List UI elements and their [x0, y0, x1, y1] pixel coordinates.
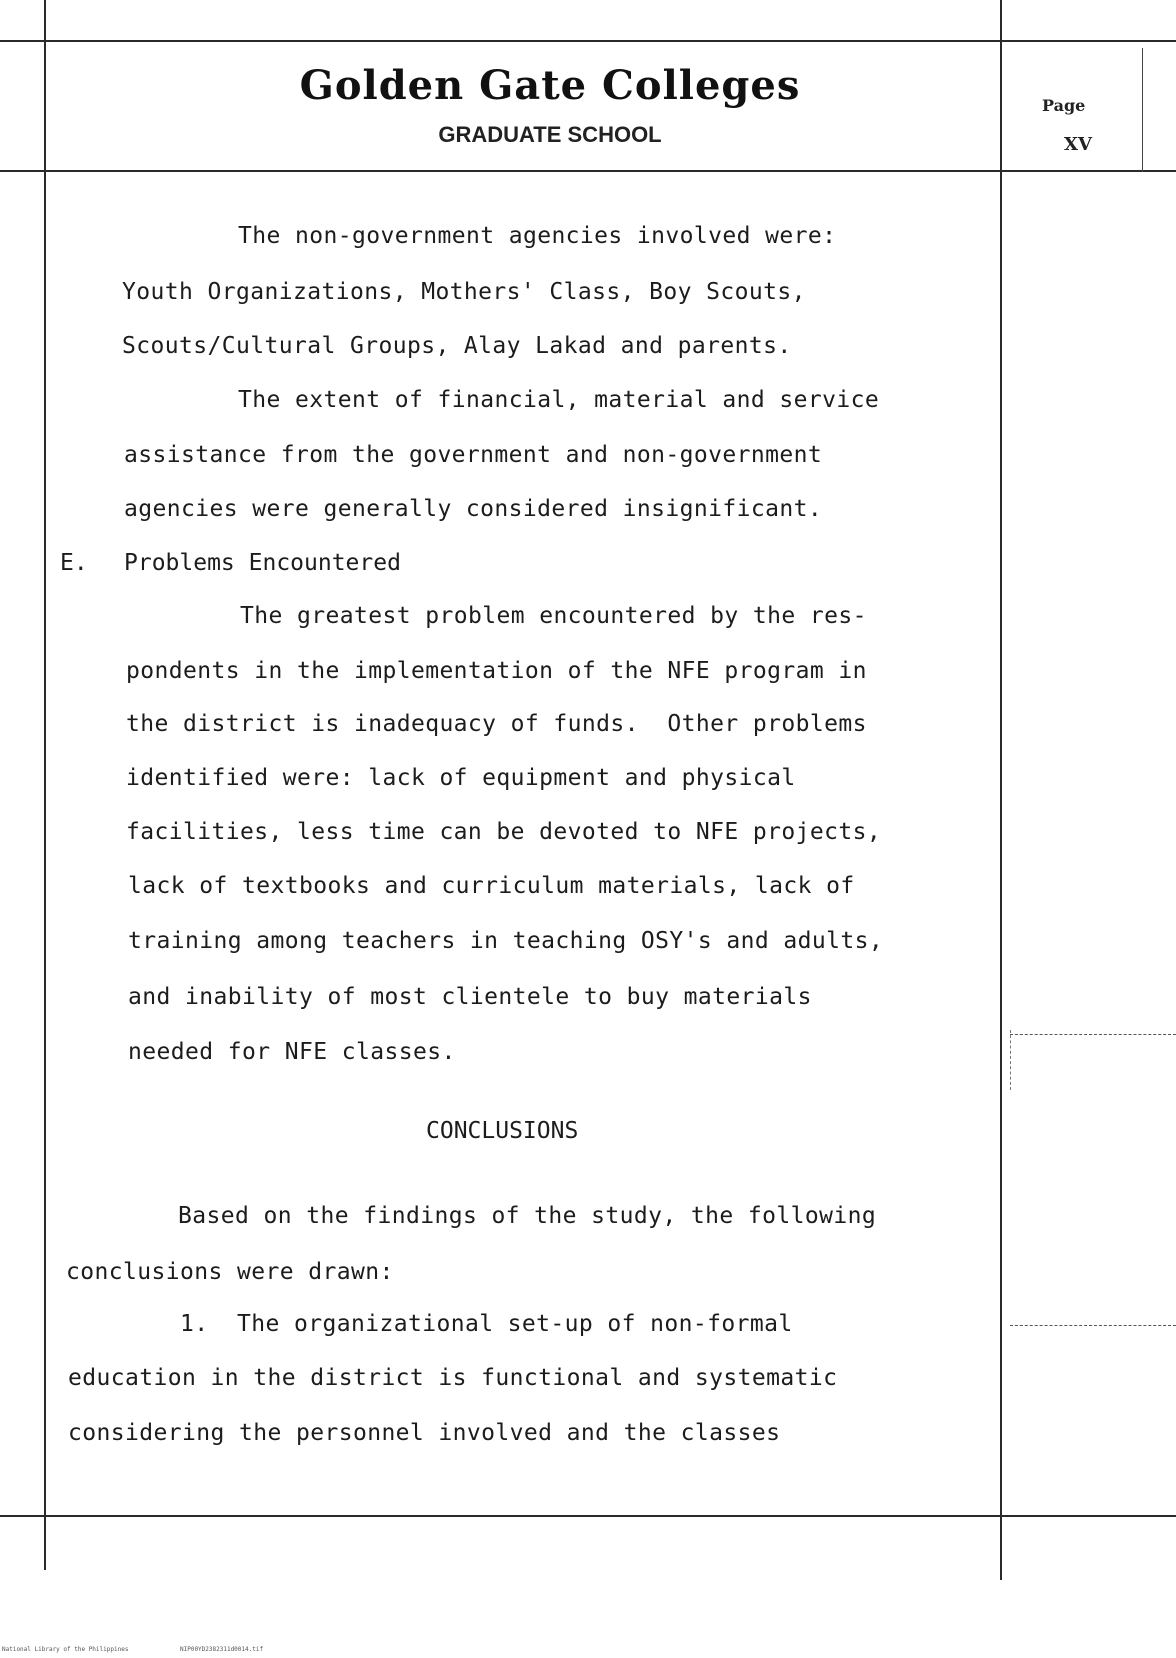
- body-line: identified were: lack of equipment and physical: [126, 765, 796, 791]
- section-title: Problems Encountered: [124, 550, 401, 576]
- body-line: The greatest problem encountered by the res-: [240, 603, 867, 629]
- body-line: The extent of financial, material and service: [238, 387, 880, 413]
- margin-tick-rule: [1010, 1034, 1176, 1035]
- body-line: Scouts/Cultural Groups, Alay Lakad and parents.: [122, 333, 792, 359]
- body-line: pondents in the implementation of the NFE program in: [126, 658, 867, 684]
- page-label: Page: [1042, 96, 1086, 115]
- body-line: and inability of most clientele to buy materials: [128, 984, 812, 1010]
- body-line: conclusions were drawn:: [66, 1259, 394, 1285]
- list-item-line: considering the personnel involved and the classes: [68, 1420, 781, 1446]
- footer-library: National Library of the Philippines: [2, 1646, 129, 1653]
- section-marker: E.: [60, 550, 88, 576]
- body-line: training among teachers in teaching OSY's and adults,: [128, 928, 884, 954]
- conclusions-heading: CONCLUSIONS: [426, 1118, 579, 1144]
- body-line: agencies were generally considered insignificant.: [124, 496, 823, 522]
- body-line: needed for NFE classes.: [128, 1039, 456, 1065]
- body-line: the district is inadequacy of funds. Other problems: [126, 711, 867, 737]
- body-line: Based on the findings of the study, the following: [178, 1203, 877, 1229]
- body-line: assistance from the government and non-government: [124, 442, 823, 468]
- school-subtitle: GRADUATE SCHOOL: [438, 122, 662, 147]
- footer-file: NIP00YD2382311d0014.tif: [180, 1646, 264, 1653]
- right-margin-rule: [1000, 0, 1002, 1580]
- institution-title: Golden Gate Colleges: [299, 62, 801, 109]
- body-line: Youth Organizations, Mothers' Class, Boy Scouts,: [122, 279, 806, 305]
- list-item-line: 1. The organizational set-up of non-formal: [180, 1311, 793, 1337]
- margin-tick-rule-2: [1010, 1325, 1176, 1326]
- body-line: lack of textbooks and curriculum materials, lack of: [128, 873, 855, 899]
- page-number: XV: [1064, 134, 1092, 155]
- list-item-line: education in the district is functional and systematic: [68, 1365, 838, 1391]
- page-box-rule: [1142, 48, 1143, 172]
- right-dashed-rule: [1010, 1030, 1011, 1090]
- body-line: facilities, less time can be devoted to NFE projects,: [126, 819, 882, 845]
- left-margin-rule: [44, 0, 46, 1570]
- body-line: The non-government agencies involved were:: [238, 223, 837, 249]
